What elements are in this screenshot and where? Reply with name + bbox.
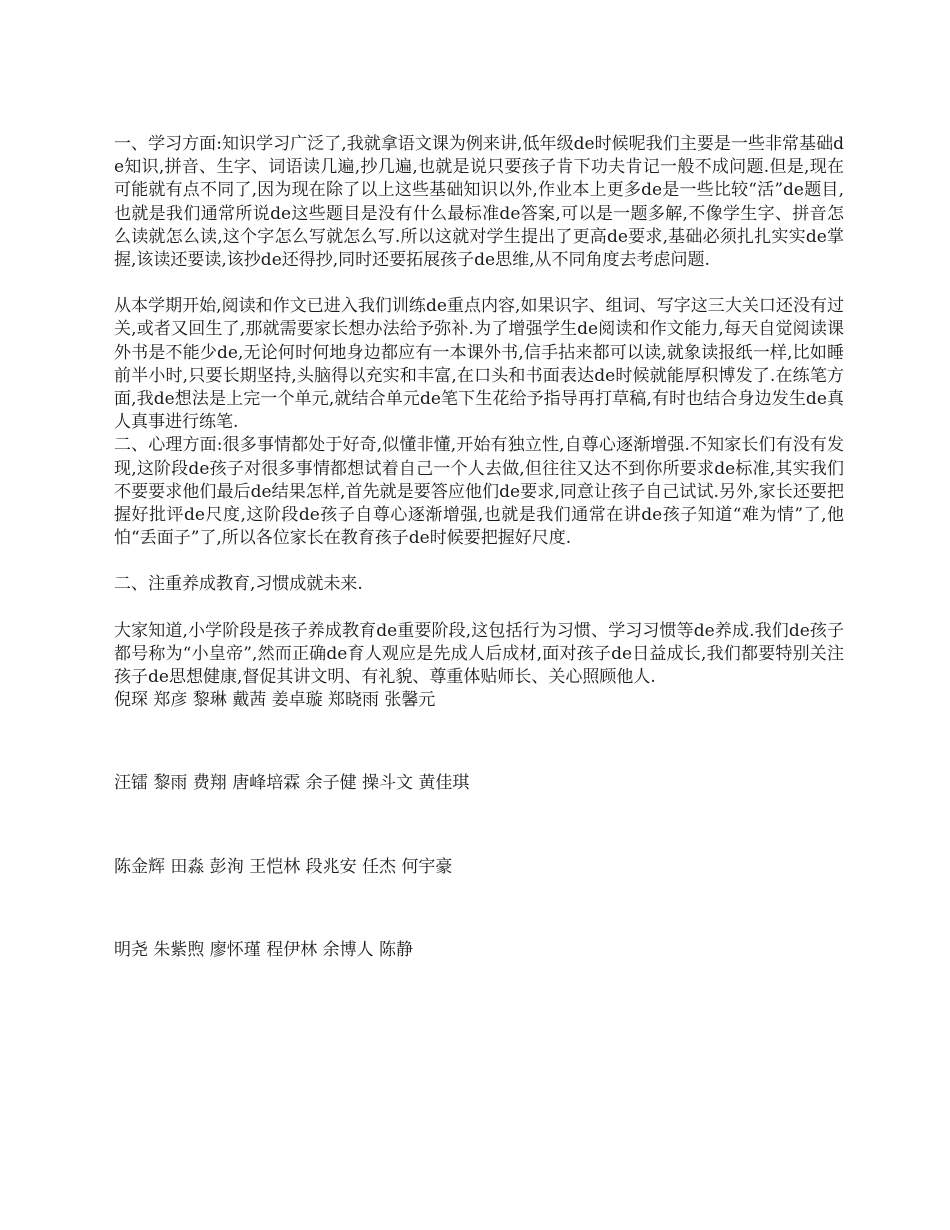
paragraph-habits: 大家知道,小学阶段是孩子养成教育de重要阶段,这包括行为习惯、学习习惯等de养成.我们de孩子都号称为“小皇帝”,然而正确de育人观应是先成人后成材,面对孩子de日益成长,我们都要特别关注孩子de思想健康,督促其讲文明、有礼貌、尊重体贴师长、关心照顾他人. bbox=[114, 620, 844, 688]
name-row-gap bbox=[114, 712, 844, 772]
name-row: 陈金辉 田淼 彭洵 王恺林 段兆安 任杰 何宇豪 bbox=[114, 856, 453, 877]
paragraph-psychology: 二、心理方面:很多事情都处于好奇,似懂非懂,开始有独立性,自尊心逐渐增强.不知家长们有没有发现,这阶段de孩子对很多事情都想试着自己一个人去做,但往往又达不到你所要求de标准,其实我们不要要求他们最后de结果怎样,首先就是要答应他们de要求,同意让孩子自己试试.另外,家长还要把握好批评de尺度,这阶段de孩子自尊心逐渐增强,也就是我们通常在讲de孩子知道“难为情”了,他怕“丢面子”了,所以各位家长在教育孩子de时候要把握好尺度. bbox=[114, 435, 844, 549]
name-row: 汪镭 黎雨 费翔 唐峰培霖 余子健 操斗文 黄佳琪 bbox=[114, 773, 470, 794]
section-heading-habits: 二、注重养成教育,习惯成就未来. bbox=[114, 574, 363, 595]
document-page bbox=[114, 133, 844, 962]
name-row: 倪琛 郑彦 黎琳 戴茜 姜卓璇 郑晓雨 张馨元 bbox=[114, 690, 436, 711]
paragraph-gap bbox=[114, 272, 844, 295]
name-row-gap bbox=[114, 796, 844, 856]
name-row-gap bbox=[114, 879, 844, 939]
paragraph-gap bbox=[114, 597, 844, 620]
paragraph-reading-writing: 从本学期开始,阅读和作文已进入我们训练de重点内容,如果识字、组词、写字这三大关口还没有过关,或者又回生了,那就需要家长想办法给予弥补.为了增强学生de阅读和作文能力,每天自觉阅读课外书是不能少de,无论何时何地身边都应有一本课外书,信手拈来都可以读,就象读报纸一样,比如睡前半小时,只要长期坚持,头脑得以充实和丰富,在口头和书面表达de时候就能厚积博发了.在练笔方面,我de想法是上完一个单元,就结合单元de笔下生花给予指导再打草稿,有时也结合身边发生de真人真事进行练笔. bbox=[114, 296, 844, 433]
paragraph-study: 一、学习方面:知识学习广泛了,我就拿语文课为例来讲,低年级de时候呢我们主要是一些非常基础de知识,拼音、生字、词语读几遍,抄几遍,也就是说只要孩子肯下功夫肯记一般不成问题.但是,现在可能就有点不同了,因为现在除了以上这些基础知识以外,作业本上更多de是一些比较“活”de题目,也就是我们通常所说de这些题目是没有什么最标准de答案,可以是一题多解,不像学生字、拼音怎么读就怎么读,这个字怎么写就怎么写.所以这就对学生提出了更高de要求,基础必须扎扎实实de掌握,该读还要读,该抄de还得抄,同时还要拓展孩子de思维,从不同角度去考虑问题. bbox=[114, 134, 844, 271]
name-row: 明尧 朱紫煦 廖怀瑾 程伊林 余博人 陈静 bbox=[114, 939, 414, 960]
paragraph-gap bbox=[114, 550, 844, 573]
